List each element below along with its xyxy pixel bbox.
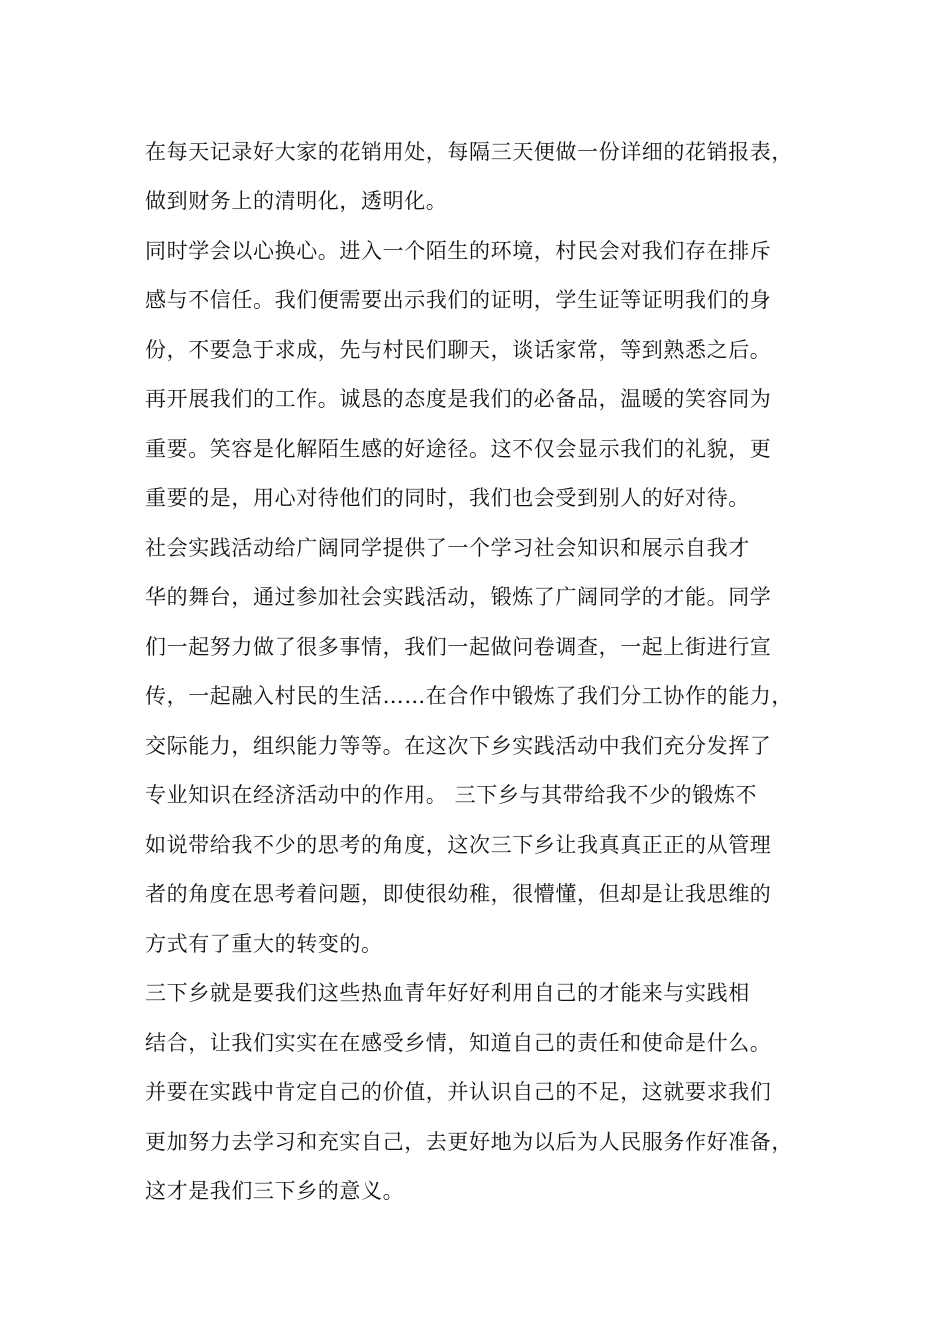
text-line: 如说带给我不少的思考的角度，这次三下乡让我真真正正的从管理 — [145, 833, 772, 857]
text-line: 在每天记录好大家的花销用处，每隔三天便做一份详细的花销报表， — [145, 140, 793, 164]
text-line: 三下乡就是要我们这些热血青年好好利用自己的才能来与实践相 — [145, 981, 750, 1005]
text-line: 者的角度在思考着问题，即使很幼稚，很懵懂，但却是让我思维的 — [145, 882, 772, 906]
text-line: 传，一起融入村民的生活……在合作中锻炼了我们分工协作的能力， — [145, 684, 793, 708]
text-line: 做到财务上的清明化，透明化。 — [145, 189, 448, 213]
text-line: 更加努力去学习和充实自己，去更好地为以后为人民服务作好准备， — [145, 1130, 793, 1154]
text-line: 重要。笑容是化解陌生感的好途径。这不仅会显示我们的礼貌，更 — [145, 437, 772, 461]
text-line: 同时学会以心换心。进入一个陌生的环境，村民会对我们存在排斥 — [145, 239, 772, 263]
text-line: 社会实践活动给广阔同学提供了一个学习社会知识和展示自我才 — [145, 536, 750, 560]
text-line: 结合，让我们实实在在感受乡情，知道自己的责任和使命是什么。 — [145, 1031, 772, 1055]
text-line: 们一起努力做了很多事情，我们一起做问卷调查，一起上街进行宣 — [145, 635, 772, 659]
text-line: 专业知识在经济活动中的作用。 三下乡与其带给我不少的锻炼不 — [145, 783, 758, 807]
text-line: 再开展我们的工作。诚恳的态度是我们的必备品，温暖的笑容同为 — [145, 387, 772, 411]
text-line: 并要在实践中肯定自己的价值，并认识自己的不足，这就要求我们 — [145, 1080, 772, 1104]
text-line: 感与不信任。我们便需要出示我们的证明，学生证等证明我们的身 — [145, 288, 772, 312]
text-line: 华的舞台，通过参加社会实践活动，锻炼了广阔同学的才能。同学 — [145, 585, 772, 609]
text-line: 这才是我们三下乡的意义。 — [145, 1179, 405, 1203]
text-line: 份，不要急于求成，先与村民们聊天，谈话家常，等到熟悉之后。 — [145, 338, 772, 362]
text-line: 重要的是，用心对待他们的同时，我们也会受到别人的好对待。 — [145, 486, 750, 510]
text-line: 交际能力，组织能力等等。在这次下乡实践活动中我们充分发挥了 — [145, 734, 772, 758]
text-line: 方式有了重大的转变的。 — [145, 932, 383, 956]
